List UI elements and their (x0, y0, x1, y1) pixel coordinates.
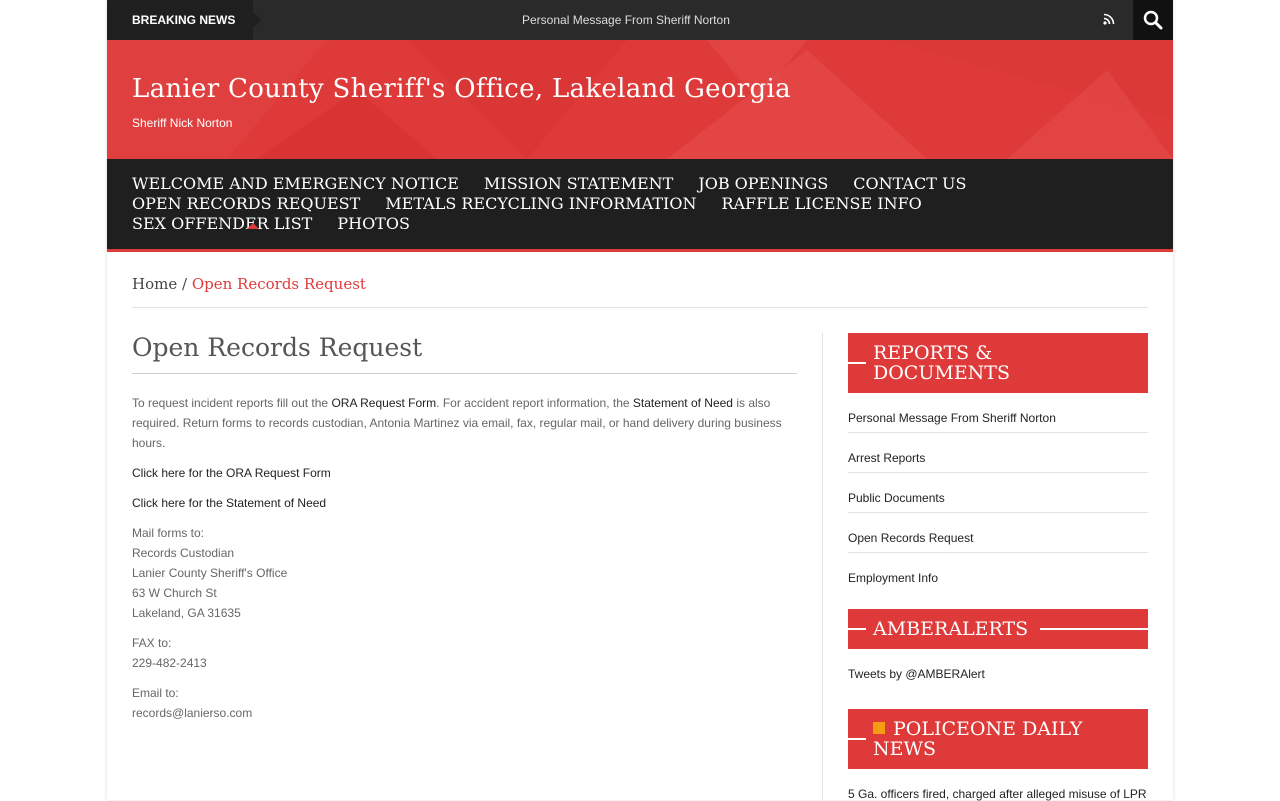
amber-title-line (1040, 628, 1148, 630)
nav-item-metals-recycling-information[interactable]: METALS RECYCLING INFORMATION (385, 194, 697, 213)
address-line: FAX to: (132, 636, 172, 650)
policeone-title-text[interactable]: POLICEONE DAILY NEWS (873, 718, 1083, 760)
nav-item-raffle-license-info[interactable]: RAFFLE LICENSE INFO (721, 194, 922, 213)
search-icon[interactable] (1133, 0, 1173, 40)
intro-paragraph (132, 393, 797, 453)
top-bar (107, 0, 1173, 40)
nav-item-job-openings[interactable]: JOB OPENINGS (698, 174, 829, 193)
address-line: 229-482-2413 (132, 656, 207, 670)
breadcrumb-home[interactable]: Home (132, 275, 178, 293)
address-line: Mail forms to: (132, 526, 205, 540)
reports-list-item[interactable]: Open Records Request (848, 513, 1148, 553)
nav-menu (107, 159, 1147, 234)
amber-tweets-link[interactable]: Tweets by @AMBERAlert (848, 667, 985, 681)
ora-form-paragraph (132, 463, 797, 483)
nav-item-contact-us[interactable]: CONTACT US (853, 174, 967, 193)
intro-text-3: is also required. Return forms to records custodian, Antonia Martinez via email, fax, regular mail, or hand delivery during business hours. (132, 396, 782, 450)
rss-feed-icon[interactable] (873, 722, 885, 734)
address-line: Lanier County Sheriff's Office (132, 566, 288, 580)
breadcrumb-separator: / (182, 275, 188, 293)
content-sidebar-divider (822, 333, 823, 800)
reports-list-item[interactable]: Employment Info (848, 571, 939, 585)
ora-request-form-link[interactable]: ORA Request Form (331, 396, 437, 410)
main-navigation (107, 159, 1173, 252)
site-title[interactable]: Lanier County Sheriff's Office, Lakeland Georgia (132, 74, 791, 104)
site-header (107, 40, 1173, 159)
email-block (132, 683, 797, 723)
address-line: 63 W Church St (132, 586, 217, 600)
nav-item-open-records-request[interactable]: OPEN RECORDS REQUEST (132, 194, 361, 213)
address-line: records@lanierso.com (132, 706, 253, 720)
reports-widget-title (848, 333, 1148, 393)
nav-item-mission-statement[interactable]: MISSION STATEMENT (483, 174, 674, 193)
reports-title-text: REPORTS & DOCUMENTS (873, 342, 1010, 384)
page-title: Open Records Request (132, 333, 797, 374)
reports-list-item[interactable]: Arrest Reports (848, 433, 1148, 473)
site-tagline: Sheriff Nick Norton (132, 116, 233, 130)
reports-list-item[interactable]: Public Documents (848, 473, 1148, 513)
mail-address-block (132, 523, 797, 623)
breadcrumb (132, 275, 1148, 308)
fax-block (132, 633, 797, 673)
breadcrumb-current: Open Records Request (191, 275, 366, 293)
address-line: Email to: (132, 686, 179, 700)
reports-list-item[interactable]: Personal Message From Sheriff Norton (848, 393, 1148, 433)
intro-text-2: . For accident report information, the (436, 396, 633, 410)
son-paragraph (132, 493, 797, 513)
sidebar (848, 333, 1148, 801)
nav-item-welcome-and-emergency-notice[interactable]: WELCOME AND EMERGENCY NOTICE (132, 174, 459, 193)
click-statement-link[interactable]: Click here for the Statement of Need (132, 496, 327, 510)
policeone-widget-title (848, 709, 1148, 769)
address-line: Records Custodian (132, 546, 235, 560)
nav-active-indicator (247, 223, 259, 229)
amber-widget-title (848, 609, 1148, 649)
page-container (107, 0, 1173, 800)
address-line: Lakeland, GA 31635 (132, 606, 241, 620)
breaking-news-label: BREAKING NEWS (107, 0, 253, 40)
statement-of-need-link[interactable]: Statement of Need (632, 396, 733, 410)
rss-icon[interactable] (1103, 12, 1119, 28)
amber-title-text: AMBERALERTS (873, 618, 1029, 640)
nav-item-photos[interactable]: PHOTOS (337, 214, 410, 233)
nav-item-sex-offender-list[interactable]: SEX OFFENDER LIST (132, 214, 313, 233)
click-ora-form-link[interactable]: Click here for the ORA Request Form (132, 466, 331, 480)
main-content (132, 333, 797, 733)
news-ticker-link[interactable]: Personal Message From Sheriff Norton (522, 13, 730, 27)
intro-text-1: To request incident reports fill out the (132, 396, 332, 410)
reports-list (848, 393, 1148, 593)
policeone-news-item[interactable]: 5 Ga. officers fired, charged after alleged misuse of LPR (848, 787, 1147, 801)
